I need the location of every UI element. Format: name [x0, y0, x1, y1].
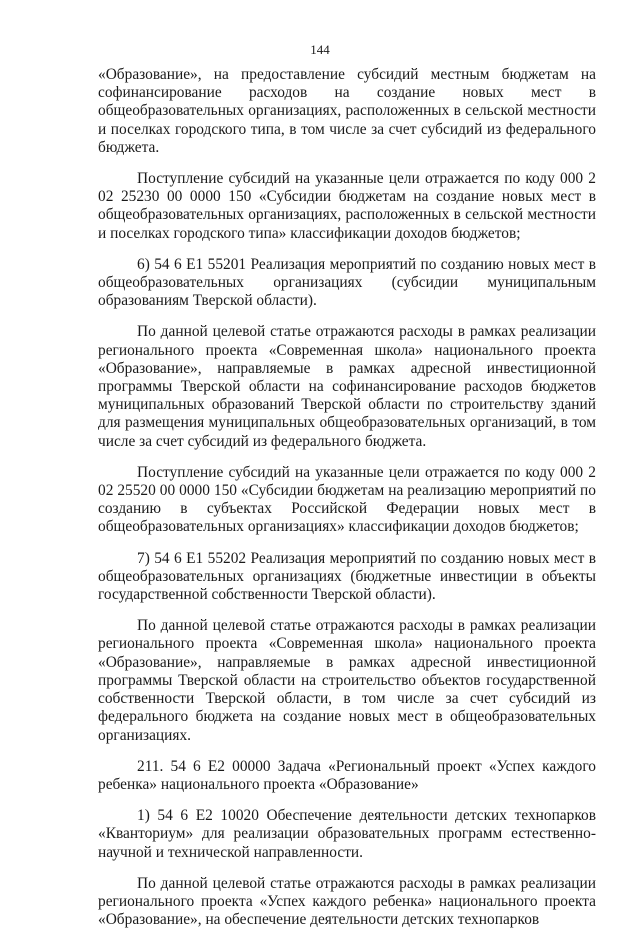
paragraph-3: 6) 54 6 E1 55201 Реализация мероприятий по созданию новых мест в общеобразовательных организациях (субсидии муниципальным образованиям Тверской области). [98, 255, 596, 310]
paragraph-6: 7) 54 6 E1 55202 Реализация мероприятий по созданию новых мест в общеобразовательных организациях (бюджетные инвестиции в объекты государственной собственности Тверской области). [98, 549, 596, 604]
paragraph-8: 211. 54 6 E2 00000 Задача «Региональный проект «Успех каждого ребенка» национального проекта «Образование» [98, 757, 596, 793]
paragraph-9: 1) 54 6 E2 10020 Обеспечение деятельности детских технопарков «Кванториум» для реализации образовательных программ естественно-научной и технической направленности. [98, 807, 596, 861]
paragraph-4: По данной целевой статье отражаются расходы в рамках реализации регионального проекта «Современная школа» национального проекта «Образование», направляемые в рамках адресной инвестиционной программы Тверской области на софинансирование расходов бюджетов муниципальных образований Тверской области по строительству зданий для размещения муниципальных общеобразовательных организаций, в том числе за счет субсидий из федерального бюджета. [98, 323, 596, 450]
paragraph-1: «Образование», на предоставление субсидий местным бюджетам на софинансирование расходов на создание новых мест в общеобразовательных организациях, расположенных в сельской местности и поселках городского типа, в том числе за счет субсидий из федерального бюджета. [98, 66, 596, 156]
paragraph-5: Поступление субсидий на указанные цели отражается по коду 000 2 02 25520 00 0000 150 «Субсидии бюджетам на реализацию мероприятий по созданию в субъектах Российской Федерации новых мест в общеобразовательных организациях» классификации доходов бюджетов; [98, 463, 596, 536]
paragraph-2: Поступление субсидий на указанные цели отражается по коду 000 2 02 25230 00 0000 150 «Субсидии бюджетам на создание новых мест в общеобразовательных организациях, расположенных в сельской местности и поселках городского типа» классификации доходов бюджетов; [98, 170, 596, 242]
document-body [98, 66, 596, 942]
paragraph-7: По данной целевой статье отражаются расходы в рамках реализации регионального проекта «Современная школа» национального проекта «Образование», направляемые в рамках адресной инвестиционной программы Тверской области на строительство объектов государственной собственности Тверской области, в том числе за счет субсидий из федерального бюджета на создание новых мест в общеобразовательных организациях. [98, 617, 596, 744]
paragraph-10: По данной целевой статье отражаются расходы в рамках реализации регионального проекта «Успех каждого ребенка» национального проекта «Образование», на обеспечение деятельности детских технопарков [98, 874, 596, 929]
page-number: 144 [310, 42, 330, 57]
